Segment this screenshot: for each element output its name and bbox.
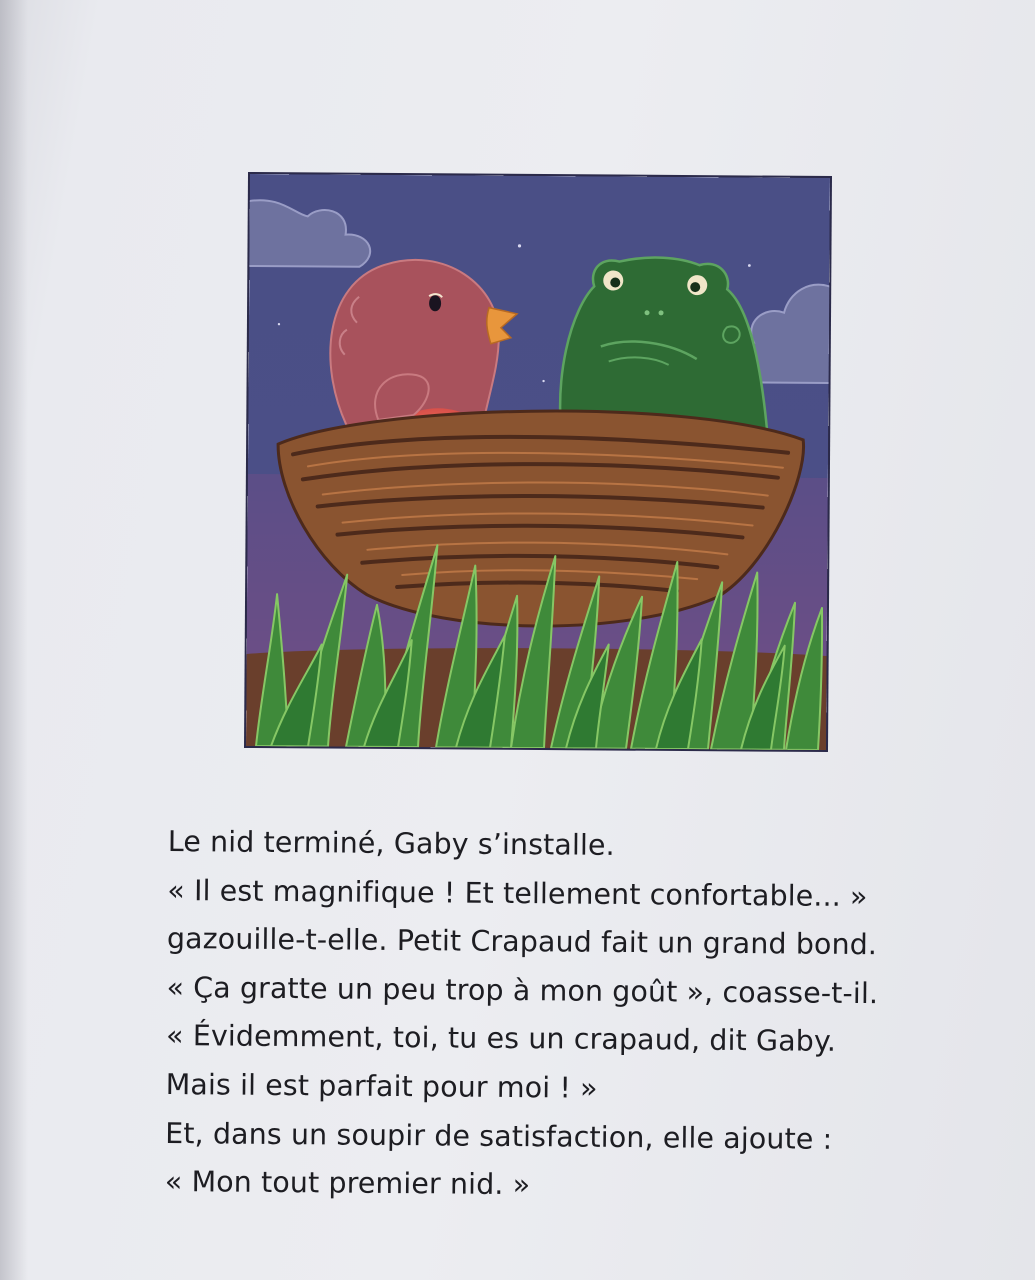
bird-and-toad-in-nest-picture xyxy=(246,174,830,750)
story-line: « Ça gratte un peu trop à mon goût », coasse-t-il. xyxy=(166,970,879,1010)
story-line: Mais il est parfait pour moi ! » xyxy=(165,1067,598,1105)
story-line: Le nid terminé, Gaby s’installe. xyxy=(167,824,615,862)
story-line: « Évidemment, toi, tu es un crapaud, dit Gaby. xyxy=(165,1019,837,1059)
story-line: « Mon tout premier nid. » xyxy=(164,1165,531,1202)
page-gutter-shadow xyxy=(0,0,28,1280)
story-text xyxy=(165,818,928,1213)
story-illustration xyxy=(246,174,830,750)
story-line: « Il est magnifique ! Et tellement confortable... » xyxy=(167,873,868,913)
story-line: Et, dans un soupir de satisfaction, elle ajoute : xyxy=(165,1116,833,1156)
bird-eye-icon xyxy=(429,295,441,311)
story-line: gazouille-t-elle. Petit Crapaud fait un grand bond. xyxy=(166,922,878,962)
